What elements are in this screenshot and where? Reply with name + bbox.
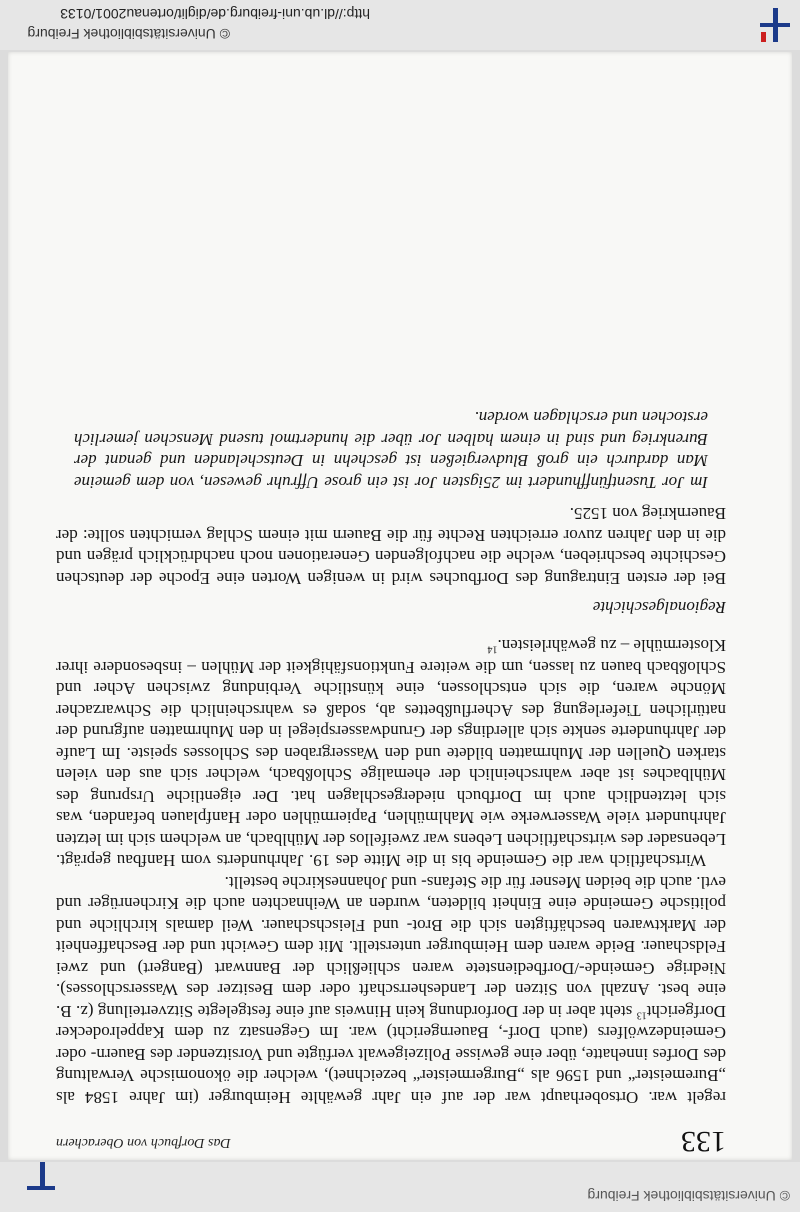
page-body xyxy=(56,407,726,1108)
library-logo-icon xyxy=(750,8,790,42)
historical-quote: Im Jor Tusentfünffhundert im 25igsten Jor ist ein grose Uffruhr gewesen, von dem gemeine Man dardurch ein groß Bludvergießen ist geschehn in Deutschelanden und genant der Burenkrieg und sind in einem halben Jor über die hundertmol tusend Menschen jemerlich erstochen und erschlagen worden. xyxy=(74,408,708,492)
running-head: Das Dorfbuch von Oberachern xyxy=(56,1135,231,1150)
viewer-top-bar xyxy=(0,1162,800,1212)
section-heading: Regionalgeschichte xyxy=(592,598,726,617)
paragraph: Wirtschaftlich war die Gemeinde bis in die Mitte des 19. Jahrhunderts vom Hanfbau geprägt. Lebensader des wirtschaftlichen Lebens war zweifellos der Mühlbach, an welchem sich im letzten Jahrhundert viele Wasserwerke wie Mahlmühlen, Papiermühlen oder Hanfplauen befanden, was sich letztendlich auch im Dorfbuch niedergeschlagen hat. Der eigentliche Ursprung des Mühlbaches ist aber wahrscheinlich der ehemalige Schloßbach, welcher sich aus den vielen starken Quellen der Muhrmatten bildete und den Wassergraben des Schlosses speiste. Im Laufe der Jahrhunderte senkte sich allerdings der Grundwasserspiegel in den Muhrmatten aufgrund der natürlichen Tieferlegung des Acherflußbettes ab, sodaß es wahrscheinlich die Schwarzacher Mönche waren, die sich entschlossen, eine künstliche Verbindung zwischen Acher und Schloßbach bauen zu lassen, um die weitere Funktionsfähigkeit der Mühlen – insbesondere ihrer Klostermühle – zu gewährleisten.$^{14}$ xyxy=(56,636,726,871)
viewer-bottom-bar xyxy=(0,0,800,50)
paragraph: Bei der ersten Eintragung des Dorfbuches wird in wenigen Worten eine Epoche der deutschen Geschichte beschrieben, welche die nachfolgenden Generationen noch nachdrücklich prägen und die in den Jahren zuvor erreichten Rechte für die Bauern mit einem Schlag vernichten sollte: der Bauernkrieg von 1525. xyxy=(56,504,726,588)
page-url[interactable]: http://dl.ub.uni-freiburg.de/diglit/ortenau2001/0133 xyxy=(60,6,370,22)
library-logo-icon xyxy=(25,1162,55,1190)
footnote-marker: 13 xyxy=(636,1009,647,1021)
paragraph: regelt war. Ortsoberhaupt war der auf ein Jahr gewählte Heimburger (im Jahre 1584 als „Buremeister“ und 1596 als „Burgermeister“ bezeichnet), welcher die ökonomische Verwaltung des Dorfes innehatte, über eine gewisse Polizeigewalt verfügte und Vorsitzender des Bauern- oder Gemeindezwölfers (auch Dorf-, Bauerngericht) war. Im Gegensatz zu dem Kappelrodecker Dorfgericht$^{13}$ steht aber in der Dorfordnung kein Hinweis auf eine festgelegte Sitzverteilung (z. B. eine best. Anzahl von Sitzen der Landesherrschaft oder dem Besitzer des Wasserschlosses). Niedrige Gemeinde-/Dorfbedienstete waren schließlich der Bannwart (Bangert) und zwei Feldschauer. Beide waren dem Heimburger unterstellt. Mit dem Gewicht und der Beschaffenheit der Marktwaren beschäftigten sich die Brot- und Fleischschauer. Weil damals kirchliche und politische Gemeinde eine Einheit bildeten, wurden an Weihnachten auch die Kirchenrüger und evtl. auch die beiden Mesner für die Stefans- und Johanneskirche bestellt. xyxy=(56,873,726,1107)
page-header xyxy=(56,1112,726,1158)
copyright-text: © Universitätsbibliothek Freiburg xyxy=(27,26,230,42)
page-number: 133 xyxy=(681,1125,726,1158)
footnote-marker: 14 xyxy=(487,644,498,656)
copyright-text: © Universitätsbibliothek Freiburg xyxy=(587,1188,790,1204)
